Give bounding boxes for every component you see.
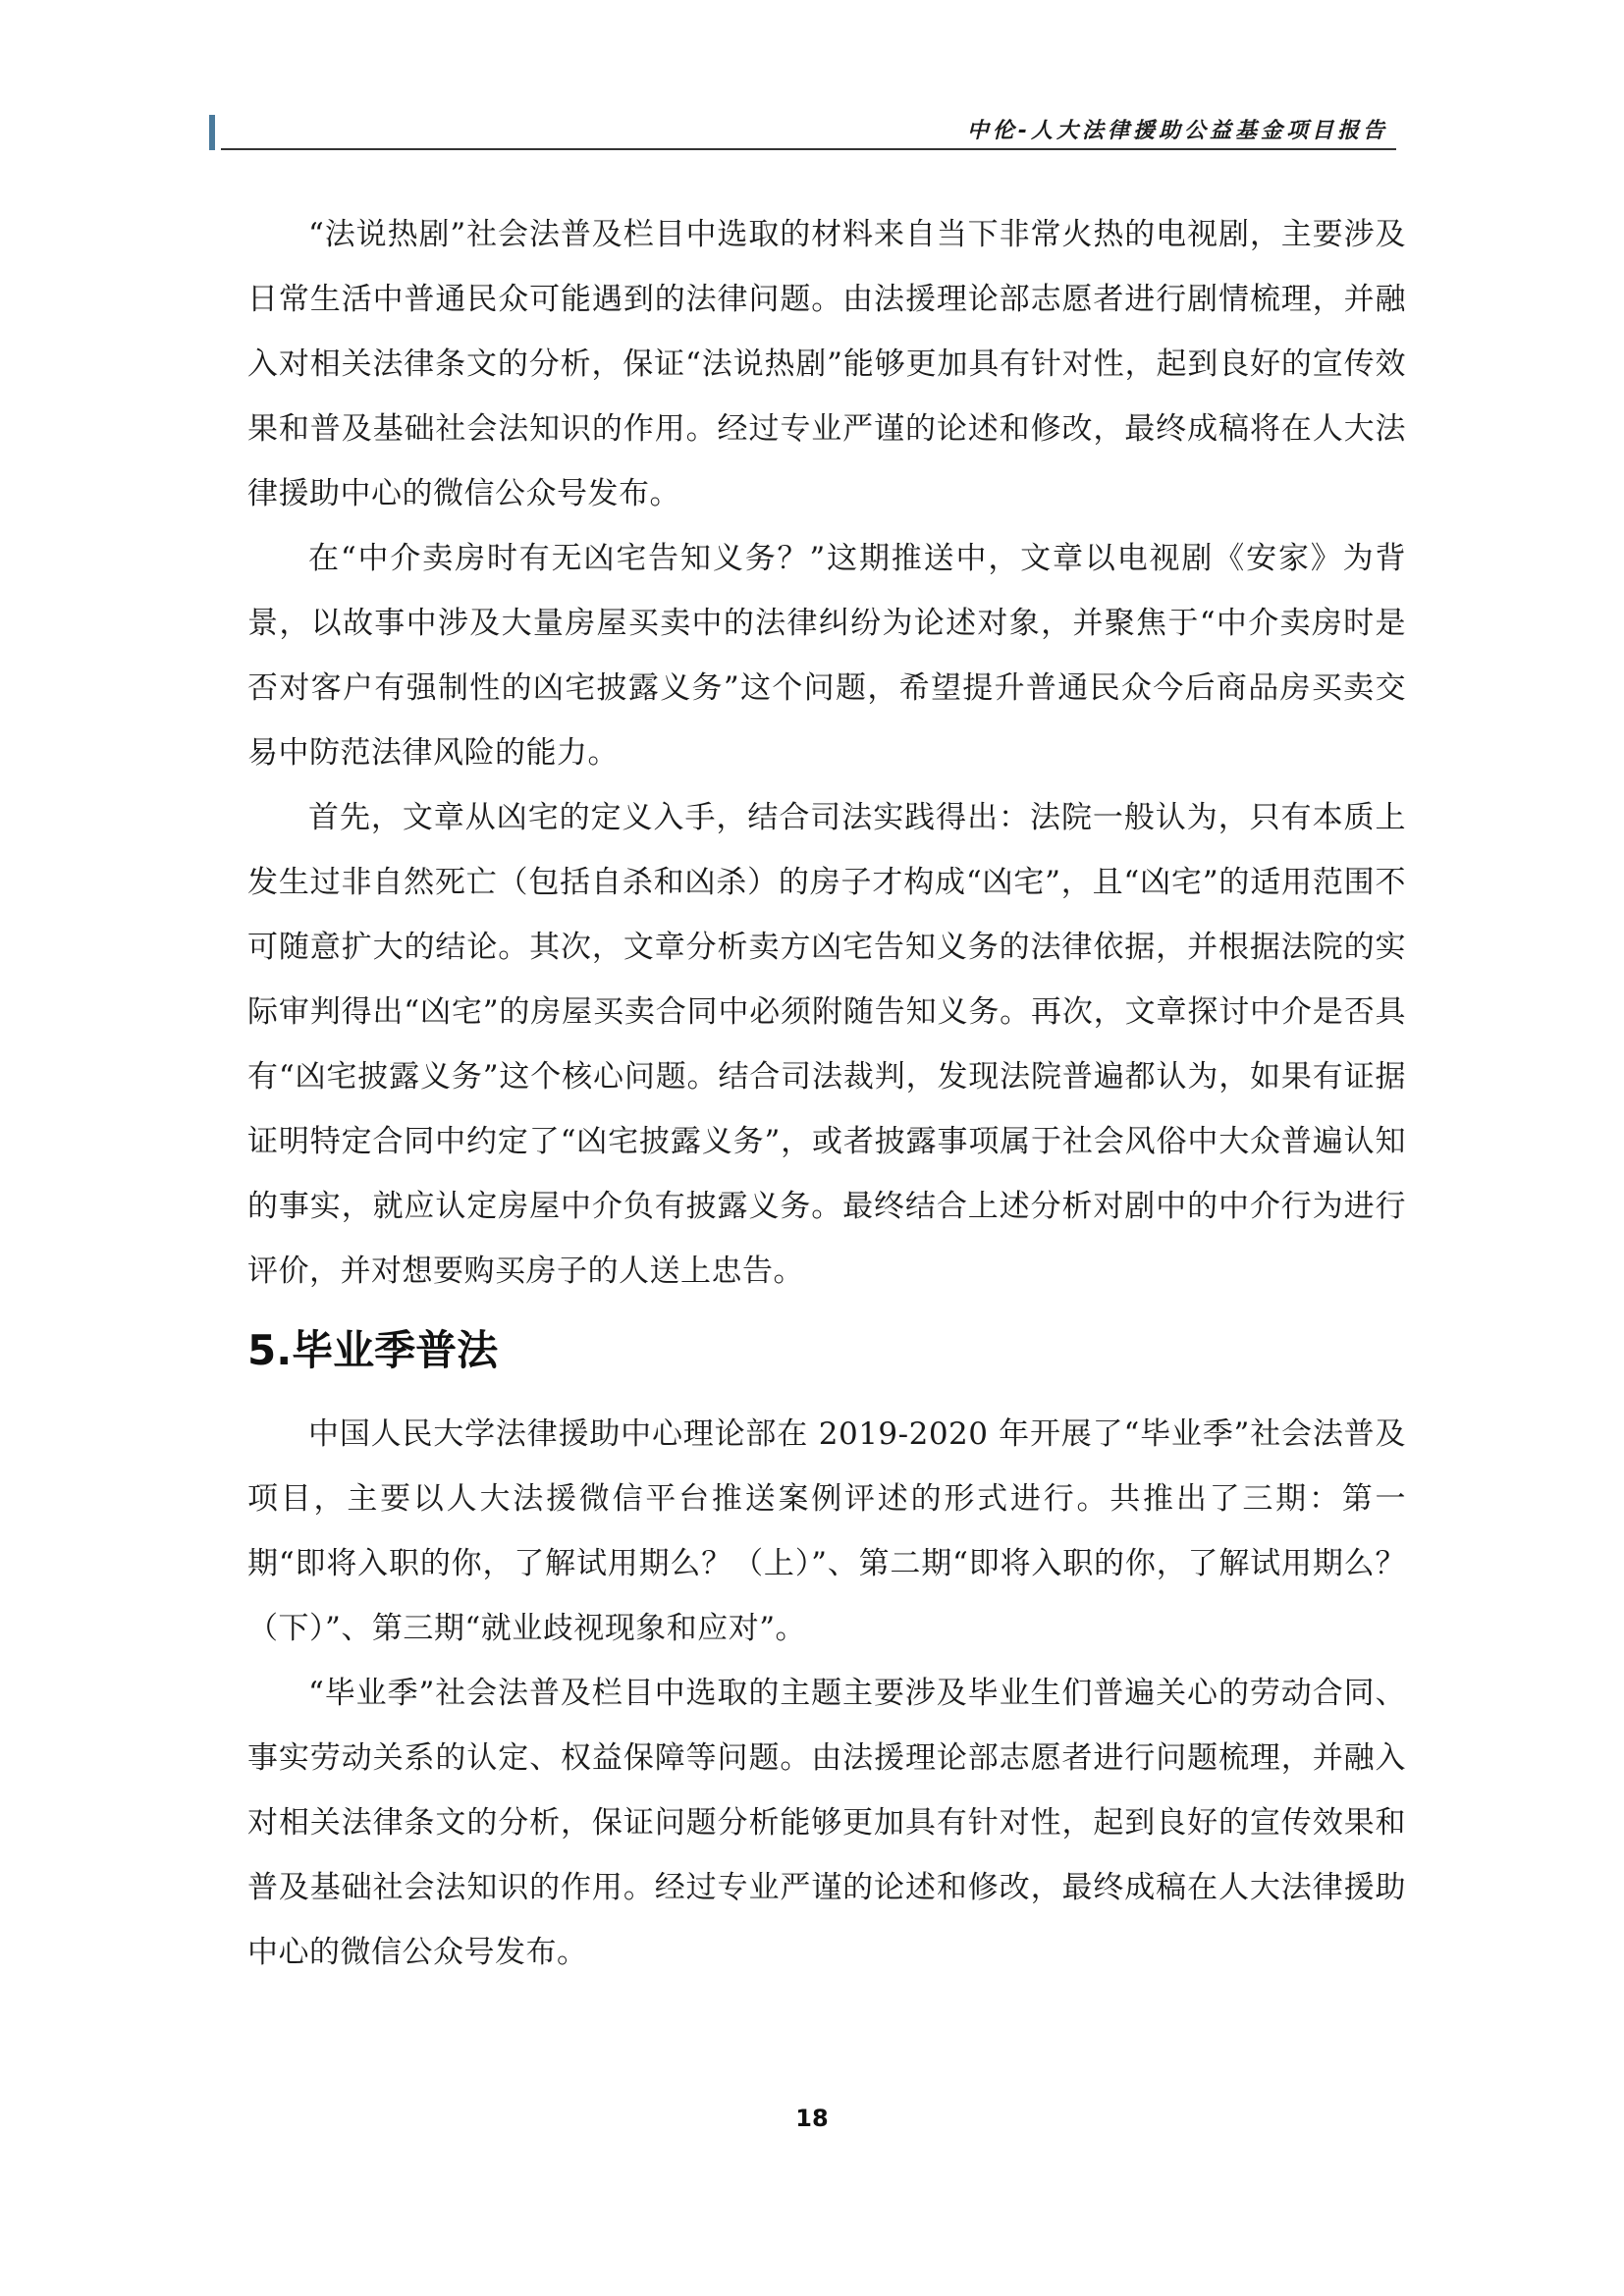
page-number: 18: [795, 2105, 829, 2132]
header-accent-bar: [209, 115, 215, 150]
paragraph-graduation-topics: “毕业季”社会法普及栏目中选取的主题主要涉及毕业生们普遍关心的劳动合同、事实劳动关系的认定、权益保障等问题。由法援理论部志愿者进行问题梳理，并融入对相关法律条文的分析，保证问题分析能够更加具有针对性，起到良好的宣传效果和普及基础社会法知识的作用。经过专业严谨的论述和修改，最终成稿在人大法律援助中心的微信公众号发布。: [247, 1676, 1406, 1970]
header-rule: [221, 148, 1396, 150]
paragraph-graduation-project: 中国人民大学法律援助中心理论部在 2019-2020 年开展了“毕业季”社会法普及项目，主要以人大法援微信平台推送案例评述的形式进行。共推出了三期：第一期“即将入职的你，了解试用期么？（上）”、第二期“即将入职的你，了解试用期么？（下）”、第三期“就业歧视现象和应对”。: [247, 1416, 1406, 1646]
section-heading: 5.毕业季普法: [247, 1326, 499, 1374]
body-content: [247, 202, 1406, 1985]
paragraph-analysis: 首先，文章从凶宅的定义入手，结合司法实践得出：法院一般认为，只有本质上发生过非自然死亡（包括自杀和凶杀）的房子才构成“凶宅”，且“凶宅”的适用范围不可随意扩大的结论。其次，文章分析卖方凶宅告知义务的法律依据，并根据法院的实际审判得出“凶宅”的房屋买卖合同中必须附随告知义务。再次，文章探讨中介是否具有“凶宅披露义务”这个核心问题。结合司法裁判，发现法院普遍都认为，如果有证据证明特定合同中约定了“凶宅披露义务”，或者披露事项属于社会风俗中大众普遍认知的事实，就应认定房屋中介负有披露义务。最终结合上述分析对剧中的中介行为进行评价，并对想要购买房子的人送上忠告。: [247, 800, 1406, 1289]
paragraph-fashuo-reju-intro: “法说热剧”社会法普及栏目中选取的材料来自当下非常火热的电视剧，主要涉及日常生活中普通民众可能遇到的法律问题。由法援理论部志愿者进行剧情梳理，并融入对相关法律条文的分析，保证“法说热剧”能够更加具有针对性，起到良好的宣传效果和普及基础社会法知识的作用。经过专业严谨的论述和修改，最终成稿将在人大法律援助中心的微信公众号发布。: [247, 217, 1406, 511]
header-title: 中伦-人大法律援助公益基金项目报告: [966, 119, 1388, 143]
paragraph-anjia-topic: 在“中介卖房时有无凶宅告知义务？”这期推送中，文章以电视剧《安家》为背景，以故事中涉及大量房屋买卖中的法律纠纷为论述对象，并聚焦于“中介卖房时是否对客户有强制性的凶宅披露义务”这个问题，希望提升普通民众今后商品房买卖交易中防范法律风险的能力。: [247, 541, 1406, 771]
